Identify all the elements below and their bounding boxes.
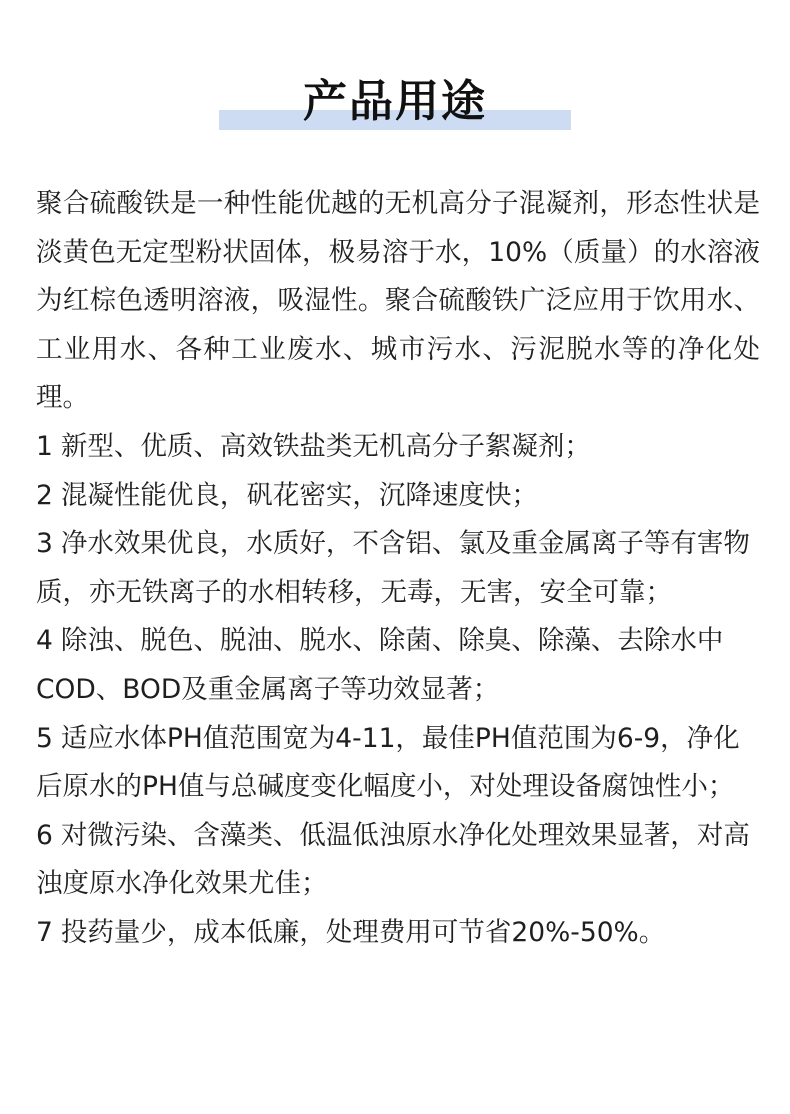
item-number: 7: [36, 916, 53, 948]
item-text: 投药量少，成本低廉，处理费用可节省20%-50%。: [60, 916, 666, 948]
item-text: 新型、优质、高效铁盐类无机高分子絮凝剂；: [60, 430, 591, 462]
list-item: [36, 617, 760, 714]
item-text: 适应水体PH值范围宽为4-11，最佳PH值范围为6-9，净化后原水的PH值与总碱度变化幅度小，对处理设备腐蚀性小；: [36, 722, 740, 803]
title-section: [0, 72, 790, 142]
intro-paragraph: 聚合硫酸铁是一种性能优越的无机高分子混凝剂，形态性状是淡黄色无定型粉状固体，极易溶于水，10%（质量）的水溶液为红棕色透明溶液，吸湿性。聚合硫酸铁广泛应用于饮用水、工业用水、各种工业废水、城市污水、污泥脱水等的净化处理。: [36, 188, 760, 414]
item-text: 除浊、脱色、脱油、脱水、除菌、除臭、除藻、去除水中COD、BOD及重金属离子等功效显著；: [36, 625, 724, 705]
list-item: [36, 909, 760, 958]
item-number: 1: [36, 430, 53, 462]
list-item: [36, 472, 760, 521]
item-number: 4: [36, 625, 53, 657]
list-item: [36, 715, 760, 812]
page-title: 产品用途: [303, 76, 487, 127]
list-item: [36, 520, 760, 617]
item-text: 对微污染、含藻类、低温低浊原水净化处理效果显著，对高浊度原水净化效果尤佳；: [36, 819, 750, 900]
content-body: [36, 180, 760, 958]
item-number: 2: [36, 479, 53, 511]
item-number: 5: [36, 722, 53, 754]
list-item: [36, 423, 760, 472]
item-number: 6: [36, 819, 53, 851]
item-text: 混凝性能优良，矾花密实，沉降速度快；: [60, 479, 538, 511]
item-number: 3: [36, 528, 53, 560]
list-item: [36, 812, 760, 909]
item-text: 净水效果优良，水质好，不含铝、氯及重金属离子等有害物质，亦无铁离子的水相转移，无毒，无害，安全可靠；: [36, 528, 750, 608]
